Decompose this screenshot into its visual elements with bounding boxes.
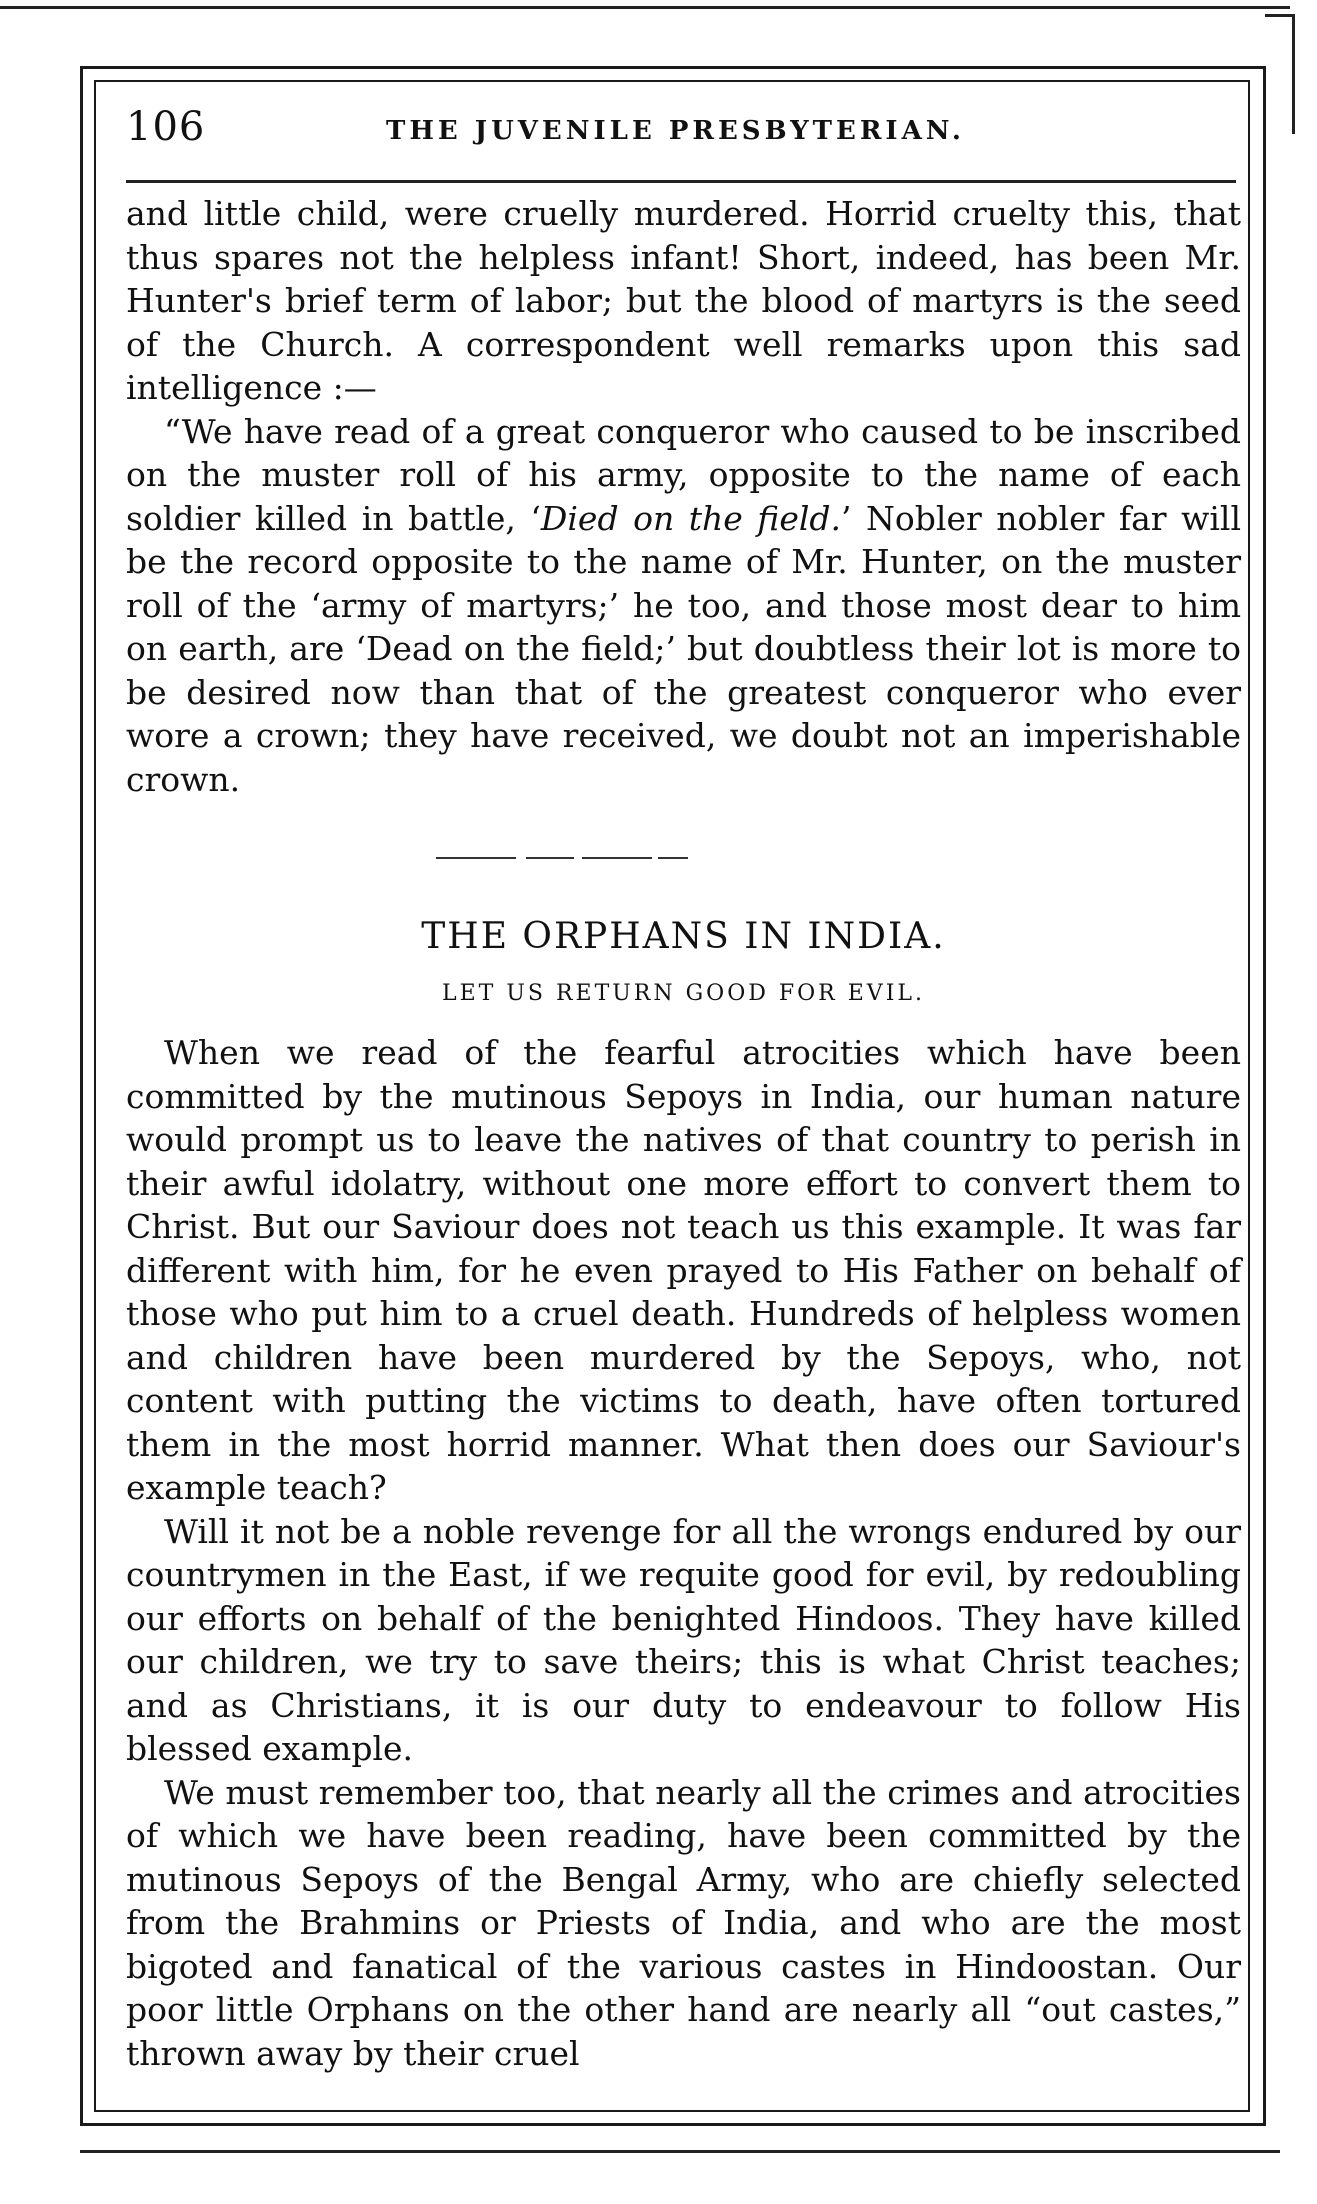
corner-mark bbox=[1265, 14, 1295, 17]
section-separator bbox=[126, 823, 1241, 885]
top-rule bbox=[0, 6, 1290, 9]
page-number: 106 bbox=[126, 104, 206, 150]
page-header bbox=[126, 104, 1226, 164]
article-paragraph-3: We must remember too, that nearly all the crimes and atrocities of which we have been reading, have been committed by the mutinous Sepoys of the Bengal Army, who are chiefly selected from the Brahmins or Priests of India, and who are the most bigoted and fanatical of the various castes in Hindoostan. Our poor little Orphans on the other hand are nearly all “out castes,” thrown away by their cruel bbox=[126, 1772, 1241, 2073]
quote-text-end: ’ Nobler nobler far will be the record opposite to the name of Mr. Hunter, on the muster roll of the ‘army of martyrs;’ he too, and those most dear to him on earth, are ‘Dead on the field;’ but doubtless their lot is more to be desired now than that of the greatest conqueror who ever wore a crown; they have received, we doubt not an imperishable crown. bbox=[126, 498, 1241, 799]
quote-text-start: “We have read of a great conqueror who caused to be inscribed on the muster roll of his army, opposite to the name of each soldier killed in battle, ‘ bbox=[126, 411, 1241, 538]
article-subtitle: LET US RETURN GOOD FOR EVIL. bbox=[442, 981, 925, 1006]
bottom-rule bbox=[80, 2150, 1280, 2153]
intro-paragraph: and little child, were cruelly murdered. Horrid cruelty this, that thus spares not the helpless infant! Short, indeed, has been Mr. Hunter's brief term of labor; but the blood of martyrs is the seed of the Church. A correspondent well remarks upon this sad intelligence :— bbox=[126, 194, 1241, 407]
article-paragraph-2: Will it not be a noble revenge for all the wrongs endured by our countrymen in the East, if we requite good for evil, by redoubling our efforts on behalf of the benighted Hindoos. They have killed our children, we try to save theirs; this is what Christ teaches; and as Christians, it is our duty to endeavour to follow His blessed example. bbox=[126, 1511, 1241, 1768]
article-paragraph-1: When we read of the fearful atrocities which have been committed by the mutinous Sepoys in India, our human nature would prompt us to leave the natives of that country to perish in their awful idolatry, without one more effort to convert them to Christ. But our Saviour does not teach us this example. It was far different with him, for he even prayed to His Father on behalf of those who put him to a cruel death. Hundreds of helpless women and children have been murdered by the Sepoys, who, not content with putting the victims to death, have often tortured them in the most horrid manner. What then does our Saviour's example teach? bbox=[126, 1033, 1241, 1507]
quotation-paragraph bbox=[126, 410, 1241, 802]
article-title: THE ORPHANS IN INDIA. bbox=[421, 916, 946, 957]
running-title: THE JUVENILE PRESBYTERIAN. bbox=[386, 116, 965, 146]
quote-italic-text: Died on the field. bbox=[540, 498, 842, 538]
right-edge-stem bbox=[1292, 14, 1295, 134]
header-rule bbox=[126, 180, 1236, 183]
text-column bbox=[126, 192, 1241, 2075]
